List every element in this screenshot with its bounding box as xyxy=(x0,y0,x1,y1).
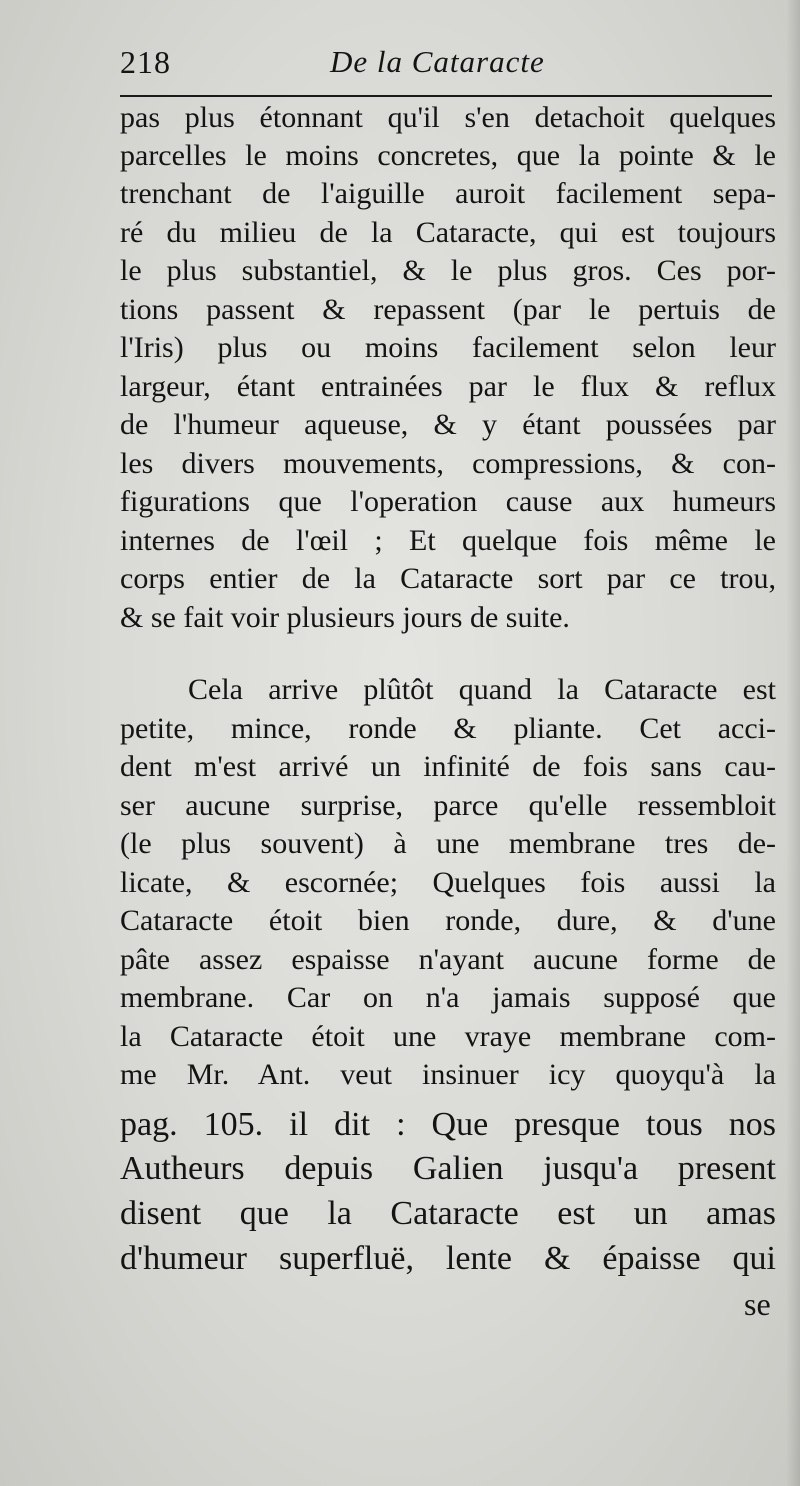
text-line: me Mr. Ant. veut insinuer icy quoyqu'à la xyxy=(120,1058,776,1091)
text-line: disent que la Cataracte est un amas xyxy=(120,1195,776,1232)
text-line: largeur, étant entrainées par le flux & reflux xyxy=(120,370,776,403)
text-line: tions passent & repassent (par le pertuis de xyxy=(120,293,776,326)
text-line: l'Iris) plus ou moins facilement selon leur xyxy=(120,331,776,364)
text-line: licate, & escornée; Quelques fois aussi la xyxy=(120,866,776,899)
text-line: le plus substantiel, & le plus gros. Ces por- xyxy=(120,254,776,287)
text-line: ré du milieu de la Cataracte, qui est toujours xyxy=(120,216,776,249)
text-line: corps entier de la Cataracte sort par ce trou, xyxy=(120,562,776,595)
text-line: la Cataracte étoit une vraye membrane com- xyxy=(120,1020,776,1053)
page-number: 218 xyxy=(120,44,171,80)
text-line: internes de l'œil ; Et quelque fois même le xyxy=(120,524,776,557)
page-edge-shadow xyxy=(786,0,800,1486)
text-line: de l'humeur aqueuse, & y étant poussées par xyxy=(120,408,776,441)
text-line: les divers mouvements, compressions, & con- xyxy=(120,447,776,480)
catchword: se xyxy=(744,1286,771,1322)
text-line: ser aucune surprise, parce qu'elle ressembloit xyxy=(120,789,776,822)
header-rule xyxy=(120,95,772,97)
text-line: petite, mince, ronde & pliante. Cet acci- xyxy=(120,712,776,745)
text-line: pag. 105. il dit : Que presque tous nos xyxy=(120,1106,776,1143)
text-line: Autheurs depuis Galien jusqu'a present xyxy=(120,1150,776,1187)
text-line: figurations que l'operation cause aux humeurs xyxy=(120,485,776,518)
text-line: & se fait voir plusieurs jours de suite. xyxy=(120,601,570,634)
text-line: pas plus étonnant qu'il s'en detachoit quelques xyxy=(120,101,776,134)
text-line: membrane. Car on n'a jamais supposé que xyxy=(120,981,776,1014)
text-line: trenchant de l'aiguille auroit facilement sepa- xyxy=(120,177,776,210)
text-line: d'humeur superfluë, lente & épaisse qui xyxy=(120,1240,776,1277)
running-head xyxy=(120,40,772,96)
text-line: pâte assez espaisse n'ayant aucune forme de xyxy=(120,943,776,976)
text-line: Cela arrive plûtôt quand la Cataracte est xyxy=(188,673,776,706)
running-title: De la Cataracte xyxy=(330,44,545,79)
text-line: (le plus souvent) à une membrane tres de- xyxy=(120,827,776,860)
text-line: Cataracte étoit bien ronde, dure, & d'une xyxy=(120,904,776,937)
text-line: dent m'est arrivé un infinité de fois sans cau- xyxy=(120,750,776,783)
text-line: parcelles le moins concretes, que la pointe & le xyxy=(120,139,776,172)
